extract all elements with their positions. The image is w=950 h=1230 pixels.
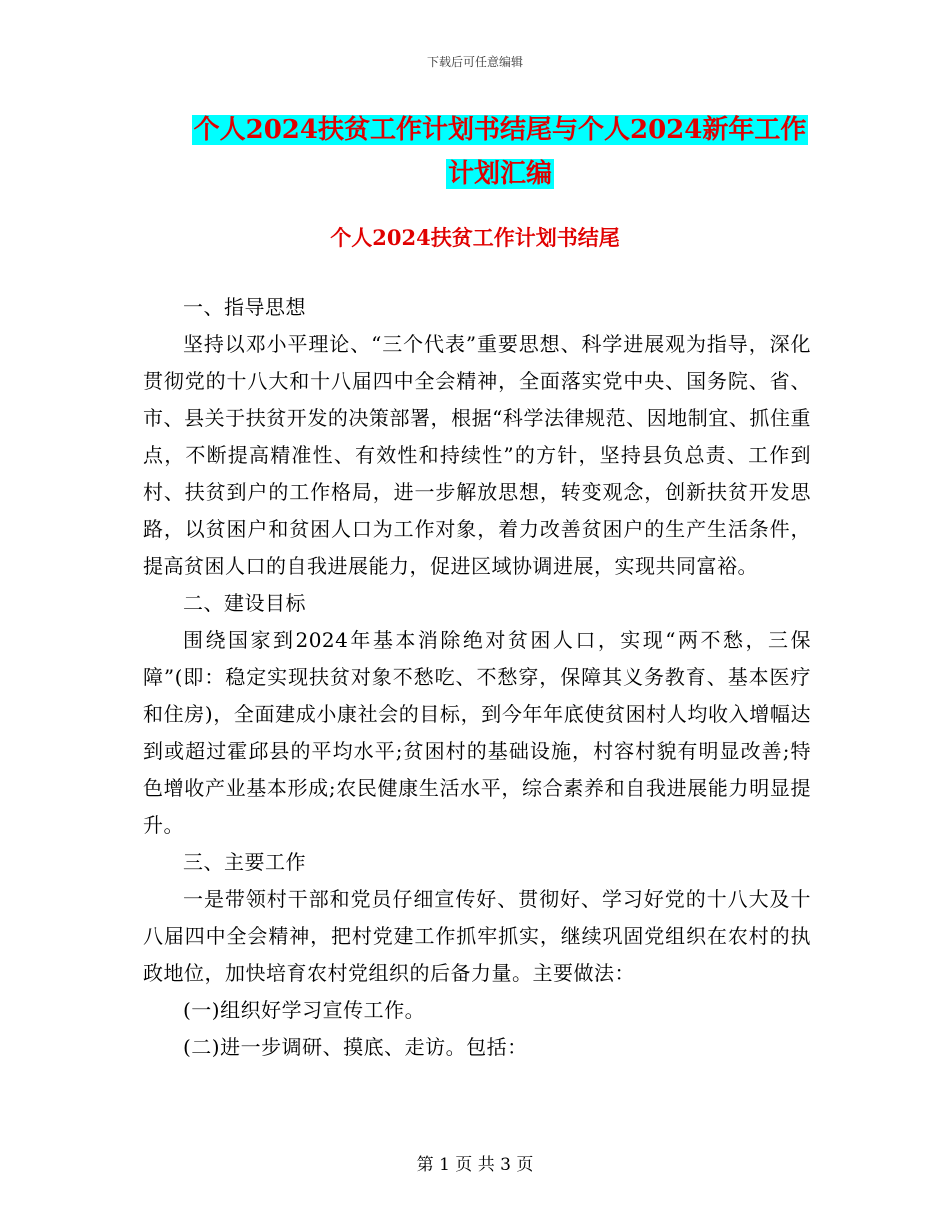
document-title	[140, 108, 860, 196]
paragraph: 坚持以邓小平理论、“三个代表”重要思想、科学进展观为指导，深化贯彻党的十八大和十八届四中全会精神，全面落实党中央、国务院、省、市、县关于扶贫开发的决策部署，根据“科学法律规范、因地制宜、抓住重点，不断提高精准性、有效性和持续性”的方针，坚持县负总责、工作到村、扶贫到户的工作格局，进一步解放思想，转变观念，创新扶贫开发思路，以贫困户和贫困人口为工作对象，着力改善贫困户的生产生活条件，提高贫困人口的自我进展能力，促进区域协调进展，实现共同富裕。	[143, 332, 811, 578]
section-title: 个人2024扶贫工作计划书结尾	[330, 225, 620, 250]
list-item: (二)进一步调研、摸底、走访。包括：	[183, 1035, 528, 1059]
heading-construction-goals: 二、建设目标	[183, 591, 306, 615]
document-body	[143, 289, 811, 1066]
list-item: (一)组织好学习宣传工作。	[183, 998, 426, 1022]
header-note: 下载后可任意编辑	[426, 55, 523, 69]
page-footer: 第 1 页 共 3 页	[416, 1155, 534, 1175]
title-line-2: 计划汇编	[447, 159, 552, 189]
paragraph: 一是带领村干部和党员仔细宣传好、贯彻好、学习好党的十八大及十八届四中全会精神，把村党建工作抓牢抓实，继续巩固党组织在农村的执政地位，加快培育农村党组织的后备力量。主要做法：	[143, 887, 811, 985]
heading-guiding-ideology: 一、指导思想	[183, 295, 306, 319]
paragraph: 围绕国家到2024年基本消除绝对贫困人口，实现“两不愁，三保障”(即：稳定实现扶贫对象不愁吃、不愁穿，保障其义务教育、基本医疗和住房)，全面建成小康社会的目标，到今年年底使贫困村人均收入增幅达到或超过霍邱县的平均水平;贫困村的基础设施，村容村貌有明显改善;特色增收产业基本形成;农民健康生活水平，综合素养和自我进展能力明显提升。	[143, 628, 811, 837]
heading-main-work: 三、主要工作	[183, 850, 306, 874]
title-line-1: 个人2024扶贫工作计划书结尾与个人2024新年工作	[193, 115, 807, 145]
